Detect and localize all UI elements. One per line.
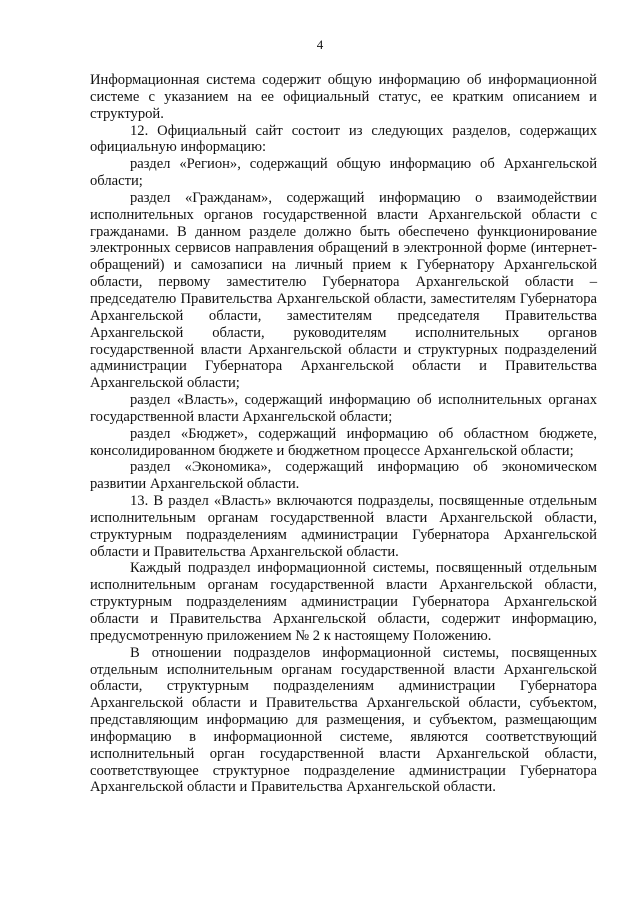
page-number: 4 xyxy=(316,37,324,52)
paragraph-subsection-content: Каждый подраздел информационной системы, посвященный отдельным исполнительным органам государственной власти Архангельской области, структурным подразделениям администрации Губернатора Архангельской области и Правительства Архангельской области, содержит информацию, предусмотренную приложением № 2 к настоящему Положению. xyxy=(90,560,597,644)
paragraph-section-citizens: раздел «Гражданам», содержащий информацию о взаимодействии исполнительных органов государственной власти Архангельской области с гражданами. В данном разделе должно быть обеспечено функционирование электронных сервисов направления обращений в электронной форме (интернет-обращений) и самозаписи на личный прием к Губернатору Архангельской области, первому заместителю Губернатора Архангельской области – председателю Правительства Архангельской области, заместителям Губернатора Архангельской области, заместителям председателя Правительства Архангельской области, руководителям исполнительных органов государственной власти Архангельской области и структурных подразделений администрации Губернатора Архангельской области и Правительства Архангельской области; xyxy=(90,189,597,392)
document-body xyxy=(90,72,597,796)
paragraph-section-budget: раздел «Бюджет», содержащий информацию об областном бюджете, консолидированном бюджете и бюджетном процессе Архангельской области; xyxy=(90,425,597,459)
paragraph-12-site-sections: 12. Официальный сайт состоит из следующих разделов, содержащих официальную информацию: xyxy=(90,122,597,156)
paragraph-section-economy: раздел «Экономика», содержащий информацию об экономическом развитии Архангельской области. xyxy=(90,459,597,493)
paragraph-subsection-responsibility: В отношении подразделов информационной системы, посвященных отдельным исполнительным органам государственной власти Архангельской области, структурным подразделениям администрации Губернатора Архангельской области и Правительства Архангельской области, субъектом, представляющим информацию для размещения, и субъектом, размещающим информацию в информационной системе, являются соответствующий исполнительный орган государственной власти Архангельской области, соответствующее структурное подразделение администрации Губернатора Архангельской области и Правительства Архангельской области. xyxy=(90,644,597,796)
paragraph-section-power: раздел «Власть», содержащий информацию об исполнительных органах государственной власти Архангельской области; xyxy=(90,392,597,425)
paragraph-13-power-subsections: 13. В раздел «Власть» включаются подразделы, посвященные отдельным исполнительным органам государственной власти Архангельской области, структурным подразделениям администрации Губернатора Архангельской области и Правительства Архангельской области. xyxy=(90,493,597,560)
paragraph-system-info: Информационная система содержит общую информацию об информационной системе с указанием на ее официальный статус, ее кратким описанием и структурой. xyxy=(90,72,597,122)
paragraph-section-region: раздел «Регион», содержащий общую информацию об Архангельской области; xyxy=(90,156,597,190)
